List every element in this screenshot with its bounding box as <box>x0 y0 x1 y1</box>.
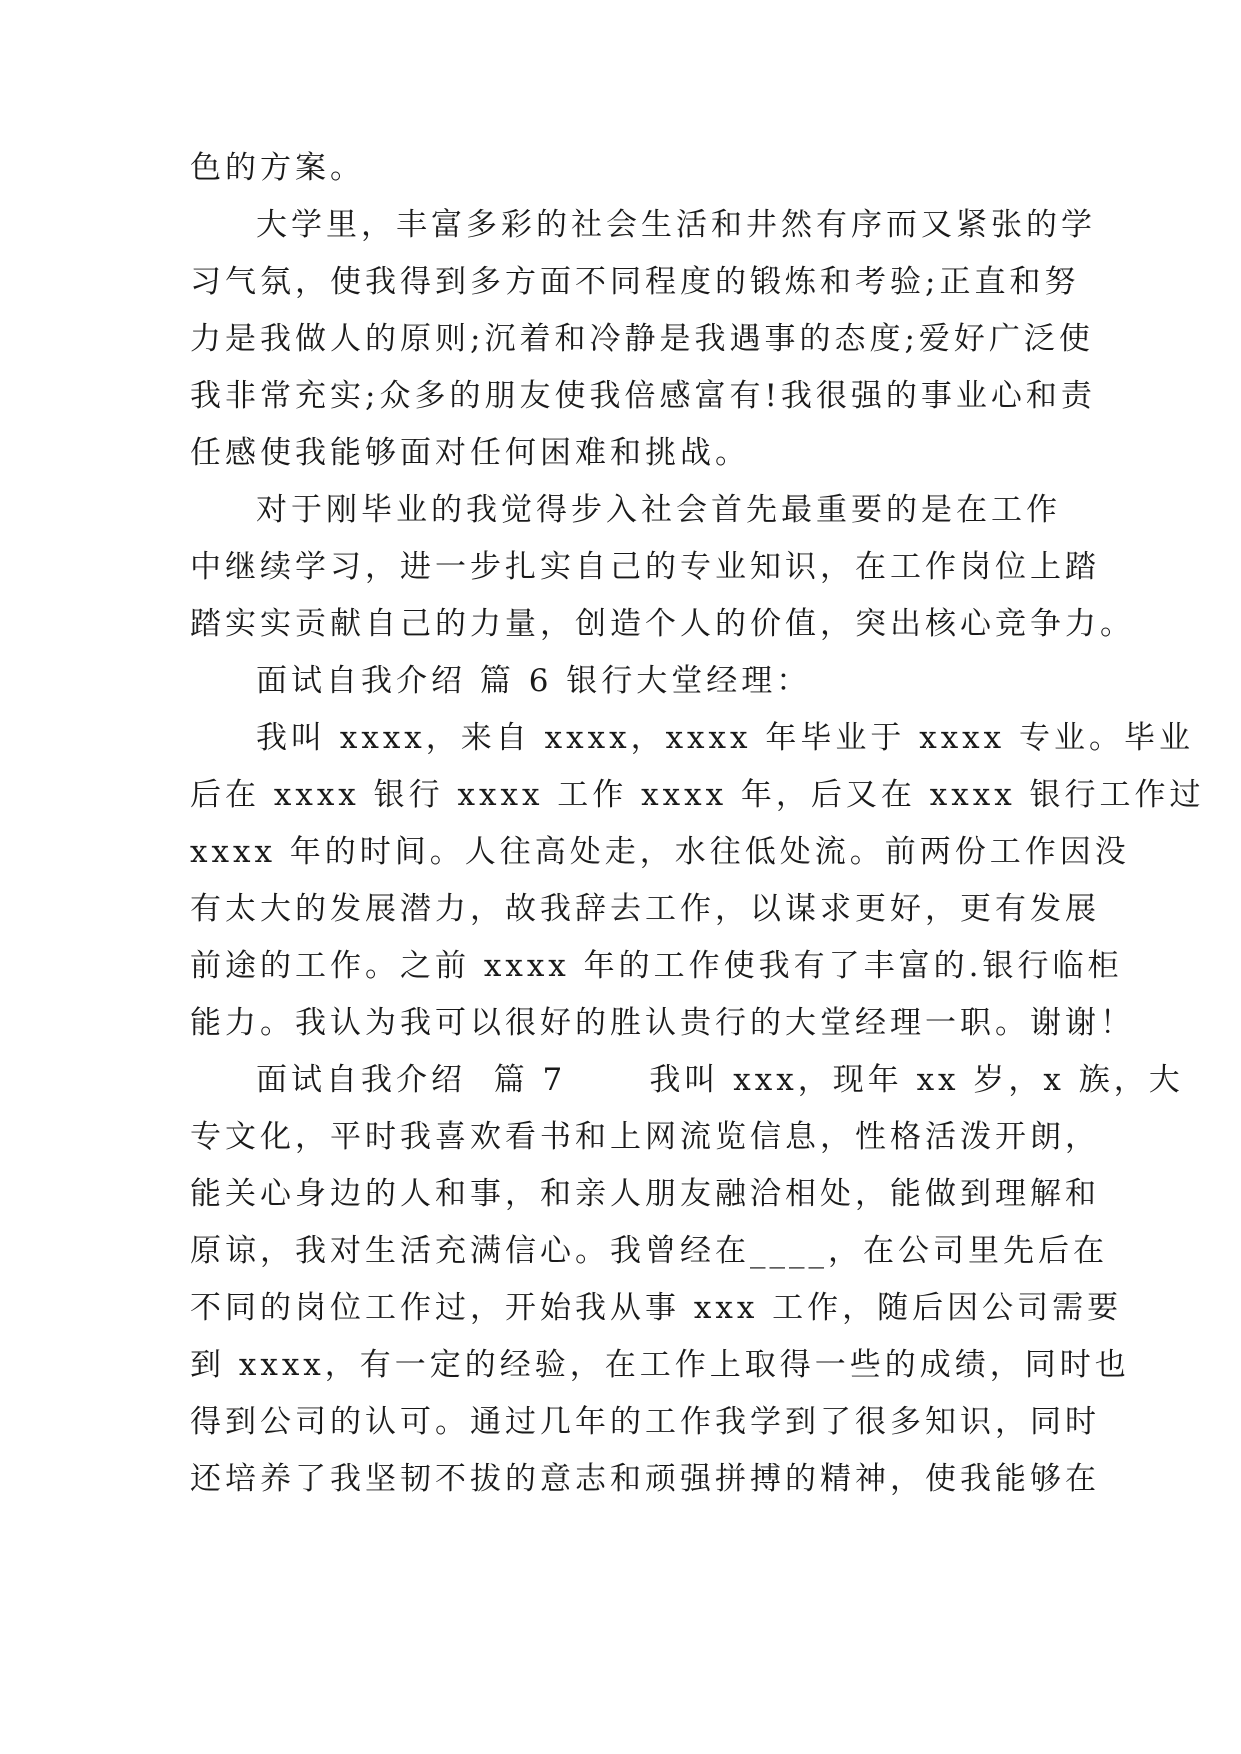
text-line-1: 色的方案。 <box>190 150 365 186</box>
section-heading-7: 面试自我介绍 篇 7 我叫 xxx，现年 xx 岁，x 族，大 <box>256 1062 1184 1098</box>
text-line-14: 有太大的发展潜力，故我辞去工作，以谋求更好，更有发展 <box>190 891 1100 927</box>
text-line-11: 我叫 xxxx，来自 xxxx，xxxx 年毕业于 xxxx 专业。毕业 <box>256 720 1194 756</box>
text-line-6: 任感使我能够面对任何困难和挑战。 <box>190 435 750 471</box>
text-line-19: 能关心身边的人和事，和亲人朋友融洽相处，能做到理解和 <box>190 1176 1100 1212</box>
text-line-13: xxxx 年的时间。人往高处走，水往低处流。前两份工作因没 <box>190 834 1130 870</box>
text-line-9: 踏实实贡献自己的力量，创造个人的价值，突出核心竞争力。 <box>190 606 1135 642</box>
text-line-7: 对于刚毕业的我觉得步入社会首先最重要的是在工作 <box>256 492 1061 528</box>
text-line-3: 习气氛，使我得到多方面不同程度的锻炼和考验;正直和努 <box>190 264 1080 300</box>
text-line-15: 前途的工作。之前 xxxx 年的工作使我有了丰富的.银行临柜 <box>190 948 1123 984</box>
text-line-16: 能力。我认为我可以很好的胜认贵行的大堂经理一职。谢谢！ <box>190 1005 1135 1041</box>
text-line-2: 大学里，丰富多彩的社会生活和井然有序而又紧张的学 <box>256 207 1096 243</box>
text-line-23: 得到公司的认可。通过几年的工作我学到了很多知识，同时 <box>190 1404 1100 1440</box>
text-line-8: 中继续学习，进一步扎实自己的专业知识，在工作岗位上踏 <box>190 549 1100 585</box>
document-body <box>190 140 1205 1508</box>
text-line-22: 到 xxxx，有一定的经验，在工作上取得一些的成绩，同时也 <box>190 1347 1130 1383</box>
text-line-21: 不同的岗位工作过，开始我从事 xxx 工作，随后因公司需要 <box>190 1290 1123 1326</box>
section-heading-6: 面试自我介绍 篇 6 银行大堂经理： <box>256 663 812 699</box>
text-line-4: 力是我做人的原则;沉着和冷静是我遇事的态度;爱好广泛使 <box>190 321 1094 357</box>
text-line-5: 我非常充实;众多的朋友使我倍感富有!我很强的事业心和责 <box>190 378 1096 414</box>
text-line-20: 原谅，我对生活充满信心。我曾经在____，在公司里先后在 <box>190 1233 1108 1269</box>
text-line-12: 后在 xxxx 银行 xxxx 工作 xxxx 年，后又在 xxxx 银行工作过 <box>190 777 1205 813</box>
text-line-24: 还培养了我坚韧不拔的意志和顽强拼搏的精神，使我能够在 <box>190 1461 1100 1497</box>
text-line-18: 专文化，平时我喜欢看书和上网流览信息，性格活泼开朗， <box>190 1119 1100 1155</box>
